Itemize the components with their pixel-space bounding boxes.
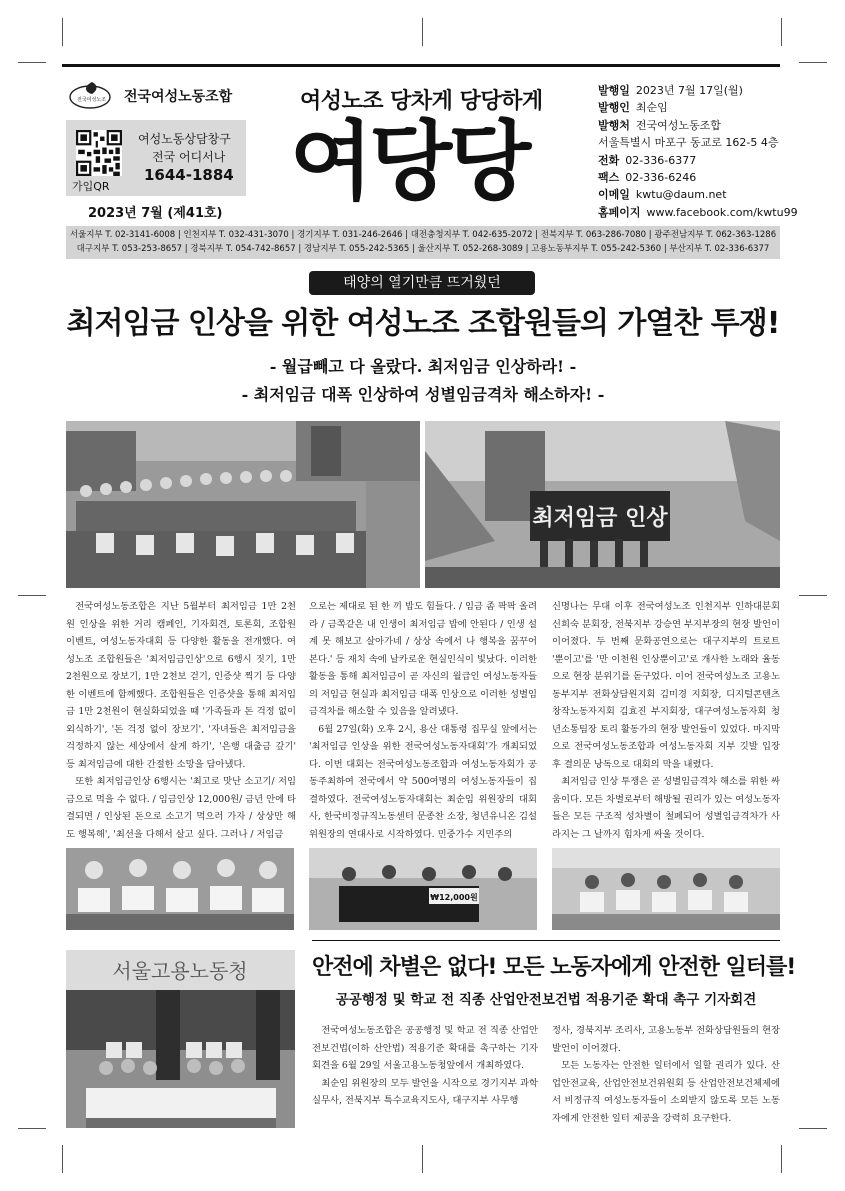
- crop-mark: [62, 1145, 63, 1173]
- article-column: [552, 598, 780, 843]
- branch-row: 대구지부 T. 053-253-8657 | 경북지부 T. 054-742-8657 | 경남지부 T. 055-242-5365 | 울산지부 T. 052-268-3089 | 고용노동부지부 T. 055-242-5360 | 부산지부 T. 02-336-6377: [76, 244, 770, 254]
- sign-text: ₩12,000원: [430, 893, 478, 902]
- stage-photo: [425, 421, 780, 588]
- slogan: 여성노조 당차게 당당하게: [300, 89, 543, 114]
- paragraph: 정사, 경북지부 조리사, 고용노동부 전화상담원들의 현장 발언이 이어졌다.: [552, 1025, 780, 1054]
- article-headline: 최저임금 인상을 위한 여성노조 조합원들의 가열찬 투쟁!: [66, 306, 780, 341]
- crop-mark: [18, 1128, 46, 1129]
- issue-number: 2023년 7월 (제41호): [88, 206, 223, 221]
- info-row: 발행일 2023년 7월 17일(월): [598, 84, 743, 97]
- article-subhead: - 월급빼고 다 올랐다. 최저임금 인상하라! -: [269, 357, 577, 376]
- counsel-box: [66, 120, 246, 196]
- crop-mark: [62, 18, 63, 46]
- crop-mark: [799, 595, 827, 596]
- article2-title: 안전에 차별은 없다! 모든 노동자에게 안전한 일터를!: [312, 955, 796, 980]
- paragraph: 최순임 위원장의 모두 발언을 시작으로 경기지부 과학실무사, 전북지부 특수교육지도사, 대구지부 사무행: [312, 1077, 538, 1106]
- crop-mark: [422, 1145, 423, 1173]
- info-row: 전화 02-336-6377: [598, 153, 697, 167]
- crop-mark: [18, 595, 46, 596]
- article-tagline: 태양의 열기만큼 뜨거웠던: [309, 271, 535, 295]
- info-row: 이메일 kwtu@daum.net: [598, 188, 727, 202]
- paragraph: 최저임금 인상 투쟁은 곧 성별임금격차 해소를 위한 싸움이다. 모든 차별로부터 해방될 권리가 있는 여성노동자들은 모든 구조적 성차별이 철폐되어 성별임금격차가 사라지는 그 날까지 힘차게 싸울 것이다.: [552, 776, 780, 840]
- rally-photo-image: [66, 421, 420, 588]
- svg-text:전국여성노조: 전국여성노조: [77, 97, 106, 103]
- paragraph: 으로는 제대로 된 한 끼 밥도 힘들다. / 임금 좀 팍팍 올려라 / 금쪽같은 내 인생이 최저임금 밥에 안된다 / 인생 설계 못 해보고 살아가네 / 상상 속에서 나 행복을 꿈꾸어 본다.' 등 재치 속에 날카로운 현실인식이 빛났다. 이러한 활동을 통해 최저임금이 곧 자신의 월급인 여성노동자들의 저임금 현실과 최저임금 대폭 인상으로 이러한 성별임금격차를 해소할 수 있음을 알려냈다.: [309, 601, 537, 717]
- crop-mark: [422, 18, 423, 46]
- crop-mark: [781, 18, 782, 46]
- info-row: 발행인 최순임: [598, 101, 668, 115]
- article2-subtitle: 공공행정 및 학교 전 직종 산업안전보건법 적용기준 확대 촉구 기자회견: [335, 992, 757, 1008]
- info-row: 서울특별시 마포구 동교로 162-5 4층: [598, 136, 779, 150]
- stage-photo-image: [425, 421, 780, 588]
- crop-mark: [781, 1145, 782, 1173]
- counsel-phone[interactable]: 1644-1884: [144, 166, 234, 184]
- newspaper-title: 여당당: [290, 112, 528, 212]
- article-column: [309, 598, 537, 843]
- paragraph: 전국여성노동조합은 지난 5월부터 최저임금 1만 2천원 인상을 위한 거리 캠페인, 기자회견, 토론회, 조합원 이벤트, 여성노동자대회 등 다양한 활동을 전개했다. 여성노조 조합원들은 '최저임금인상'으로 6행시 짓기, 1만 2천원으로 장보기, 1만 2천보 걷기, 인증샷 찍기 등 다양한 이벤트에 함께했다. 조합원들은 인증샷을 통해 최저임금 1만 2천원이 현실화되었을 때 '가족들과 돈 걱정 없이 외식하기', '돈 걱정 없이 장보기', '자녀들은 최저임금을 걱정하지 않는 세상에서 살게 하기', '은행 대출금 갚기' 등 최저임금에 대한 간절한 소망을 담아냈다.: [66, 601, 296, 770]
- email-link[interactable]: kwtu@daum.net: [635, 188, 727, 202]
- group-photo: [552, 848, 780, 930]
- article2-column: [552, 1022, 780, 1127]
- section-divider: [312, 940, 780, 941]
- crop-mark: [799, 1128, 827, 1129]
- building-sign-text: 서울고용노동청: [112, 959, 248, 983]
- paragraph: 6월 27일(화) 오후 2시, 용산 대통령 집무실 앞에서는 '최저임금 인상을 위한 전국여성노동자대회'가 개최되었다. 이번 대회는 전국여성노동조합과 여성노동자회가 공동주최하여 전국에서 약 500여명의 여성노동자들이 집결하였다. 전국여성노동자대회는 최순임 위원장의 대회사, 한국비정규직노동센터 문종찬 소장, 청년유니온 김설 위원장의 연대사로 시작하였다. 민중가수 지민주의: [309, 723, 537, 840]
- info-row: 발행처 전국여성노동조합: [598, 118, 721, 132]
- members-photo-image: [66, 848, 294, 930]
- info-row: 팩스 02-336-6246: [598, 171, 697, 185]
- paragraph: 또한 최저임금인상 6행시는 '최고로 맛난 소고기/ 저임금으로 먹을 수 없다. / 임금인상 12,000원/ 금년 안에 타결되면 / 인상된 돈으로 소고기 먹으러 가자 / 상상만 해도 행복해', '최선을 다해서 살고 싶다. 그러나 / 저임금: [66, 776, 297, 840]
- masthead-rule: [62, 64, 780, 67]
- rally-photo: [66, 421, 420, 588]
- group-photo-image: [552, 848, 780, 930]
- members-photo: [66, 848, 294, 930]
- union-logo: [66, 80, 281, 110]
- qr-label: 가입QR: [72, 180, 110, 193]
- press-conference-photo: [66, 950, 295, 1128]
- crop-mark: [18, 62, 46, 63]
- counsel-subtitle: 전국 어디서나: [152, 150, 226, 164]
- info-row: 홈페이지 www.facebook.com/kwtu99: [598, 205, 798, 219]
- union-name: 전국여성노동조합: [124, 89, 233, 105]
- article2-column: [312, 1022, 538, 1110]
- union-logo-icon: [66, 80, 116, 110]
- counsel-title: 여성노동상담창구: [138, 132, 231, 146]
- paragraph: 모든 노동자는 안전한 일터에서 일할 권리가 있다. 산업안전교육, 산업안전보건위원회 등 산업안전보건체제에서 비정규직 여성노동자들이 소외받지 않도록 모든 노동자에게 안전한 일터 제공을 강력히 요구한다.: [552, 1060, 780, 1124]
- crop-mark: [799, 62, 827, 63]
- stage-banner-text: 최저임금 인상: [532, 506, 668, 531]
- paragraph: 전국여성노동조합은 공공행정 및 학교 전 직종 산업안전보건법(이하 산안법) 적용기준 확대를 촉구하는 기자회견을 6월 29일 서울고용노동청앞에서 개최하였다.: [312, 1025, 538, 1071]
- sign-photo-image: [309, 848, 537, 930]
- qr-code-icon[interactable]: [76, 130, 122, 176]
- publication-info: [598, 82, 798, 221]
- paragraph: 신명나는 무대 이후 전국여성노조 인천지부 인하대분회 신희숙 분회장, 전북지부 강승연 부지부장의 현장 발언이 이어졌다. 두 번째 문화공연으로는 대구지부의 트로트 '뿐이고'를 '만 이천원 인상뿐이고'로 개사한 노래와 율동으로 현장 분위기를 돋구었다. 이어 전국여성노조 고용노동부지부 전화상담원지회 김미경 지회장, 디지털콘텐츠창작노동자지회 김효진 부지회장, 대구여성노동자회 청년소통팀장 토리 활동가의 현장 발언들이 있었다. 마지막으로 전국여성노동조합과 여성노동자회 지부 깃발 입장 후 결의문 낭독으로 대회의 막을 내렸다.: [552, 601, 780, 770]
- branch-row: 서울지부 T. 02-3141-6008 | 인천지부 T. 032-431-3070 | 경기지부 T. 031-246-2646 | 대전충청지부 T. 042-635-2072 | 전북지부 T. 063-286-7080 | 광주전남지부 T. 062-363-1286: [69, 230, 777, 240]
- homepage-link[interactable]: www.facebook.com/kwtu99: [646, 205, 798, 219]
- sign-photo: [309, 848, 537, 930]
- article-column: [66, 598, 296, 843]
- press-conference-image: [66, 950, 295, 1128]
- article-subhead: - 최저임금 대폭 인상하여 성별임금격차 해소하자! -: [241, 385, 605, 404]
- branch-contacts: [66, 226, 780, 259]
